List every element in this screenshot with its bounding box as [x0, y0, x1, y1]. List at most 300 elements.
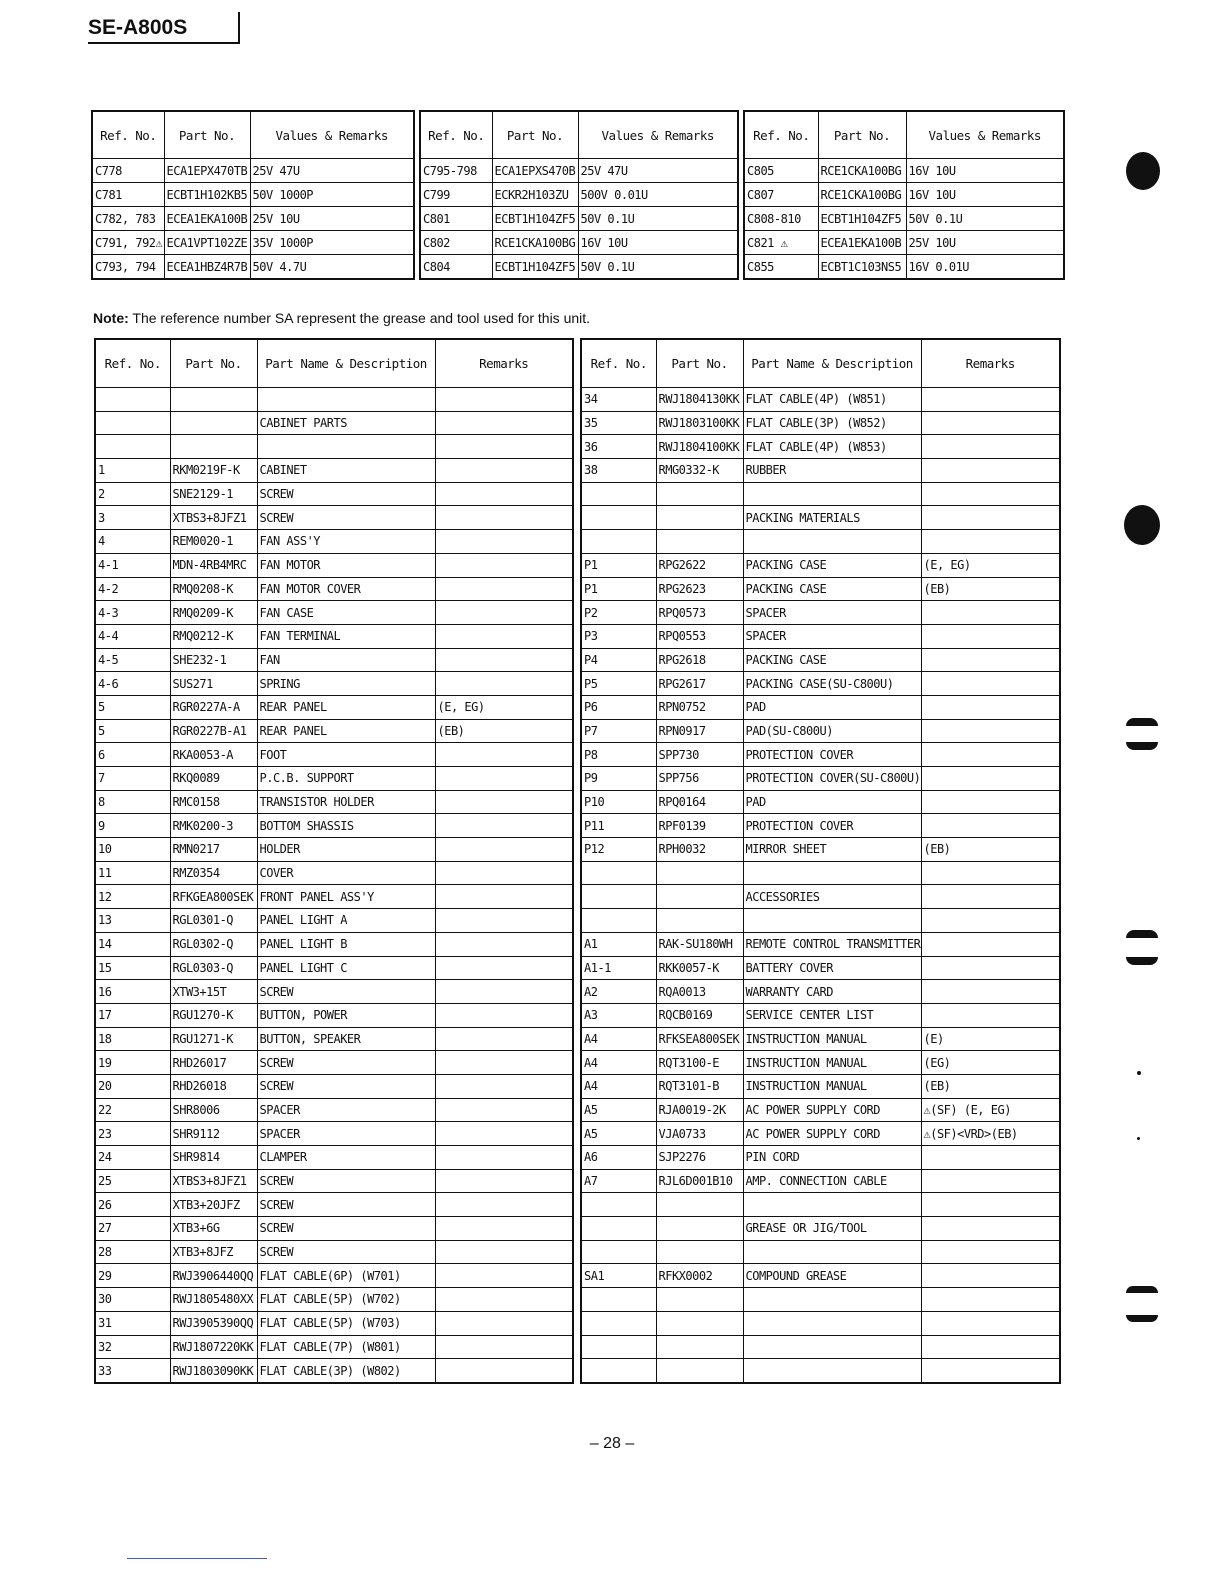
- part-no-cell: RWJ1807220KK: [170, 1335, 257, 1359]
- part-no-cell: RWJ1803100KK: [656, 411, 743, 435]
- ref-no-cell: 11: [95, 861, 170, 885]
- ref-no-cell: 22: [95, 1098, 170, 1122]
- part-name-cell: FOOT: [257, 743, 435, 767]
- part-name-cell: PAD(SU-C800U): [743, 719, 921, 743]
- ref-no-cell: 30: [95, 1288, 170, 1312]
- part-name-cell: PAD: [743, 695, 921, 719]
- part-name-cell: [743, 1335, 921, 1359]
- table-row: [95, 577, 573, 601]
- table-row: [95, 1288, 573, 1312]
- part-no-cell: XTBS3+8JFZ1: [170, 506, 257, 530]
- remarks-cell: [921, 482, 1060, 506]
- table-row: [420, 255, 738, 280]
- table-row: [92, 231, 414, 255]
- table-row: [92, 207, 414, 231]
- remarks-cell: [921, 861, 1060, 885]
- part-no-cell: ECBT1H104ZF5: [492, 255, 578, 280]
- remarks-cell: [435, 980, 573, 1004]
- part-no-cell: RMZ0354: [170, 861, 257, 885]
- part-no-cell: SUS271: [170, 672, 257, 696]
- ref-no-cell: 2: [95, 482, 170, 506]
- header-ref-no: Ref. No.: [744, 111, 818, 159]
- ref-no-cell: P10: [581, 790, 656, 814]
- values-remarks-cell: 50V 0.1U: [578, 207, 738, 231]
- table-row: [95, 743, 573, 767]
- table-row: [95, 790, 573, 814]
- ref-no-cell: C778: [92, 159, 164, 183]
- remarks-cell: (EB): [435, 719, 573, 743]
- remarks-cell: [921, 767, 1060, 791]
- ref-no-cell: A7: [581, 1169, 656, 1193]
- part-no-cell: SHR9112: [170, 1122, 257, 1146]
- remarks-cell: [435, 1193, 573, 1217]
- part-no-cell: RGU1271-K: [170, 1027, 257, 1051]
- remarks-cell: [435, 1003, 573, 1027]
- part-no-cell: [656, 885, 743, 909]
- table-row: [581, 1288, 1060, 1312]
- remarks-cell: [435, 909, 573, 933]
- part-name-cell: SCREW: [257, 1051, 435, 1075]
- part-no-cell: RWJ3905390QQ: [170, 1311, 257, 1335]
- note-label: Note:: [93, 310, 129, 326]
- part-name-cell: INSTRUCTION MANUAL: [743, 1027, 921, 1051]
- remarks-cell: [435, 1122, 573, 1146]
- ref-no-cell: [95, 411, 170, 435]
- table-row: [581, 909, 1060, 933]
- part-name-cell: SPACER: [257, 1098, 435, 1122]
- table-row: [744, 159, 1064, 183]
- remarks-cell: [435, 790, 573, 814]
- registration-mark: [1126, 930, 1158, 938]
- ref-no-cell: P4: [581, 648, 656, 672]
- binding-hole-mark: [1126, 152, 1160, 190]
- table-row: [581, 838, 1060, 862]
- remarks-cell: (EB): [921, 577, 1060, 601]
- ref-no-cell: A1-1: [581, 956, 656, 980]
- part-name-cell: [743, 1240, 921, 1264]
- ref-no-cell: C795-798: [420, 159, 492, 183]
- part-name-cell: SCREW: [257, 1193, 435, 1217]
- part-name-cell: SCREW: [257, 506, 435, 530]
- table-row: [581, 1169, 1060, 1193]
- part-name-cell: SERVICE CENTER LIST: [743, 1003, 921, 1027]
- remarks-cell: [921, 530, 1060, 554]
- remarks-cell: [921, 506, 1060, 530]
- part-no-cell: RMQ0208-K: [170, 577, 257, 601]
- ref-no-cell: 32: [95, 1335, 170, 1359]
- part-name-cell: CLAMPER: [257, 1146, 435, 1170]
- table-row: [95, 861, 573, 885]
- part-no-cell: RPG2618: [656, 648, 743, 672]
- remarks-cell: [435, 577, 573, 601]
- part-no-cell: [656, 1311, 743, 1335]
- remarks-cell: [921, 932, 1060, 956]
- remarks-cell: [435, 1240, 573, 1264]
- remarks-cell: [921, 435, 1060, 459]
- part-no-cell: RFKSEA800SEK: [656, 1027, 743, 1051]
- part-no-cell: RWJ3906440QQ: [170, 1264, 257, 1288]
- remarks-cell: [435, 624, 573, 648]
- ref-no-cell: 38: [581, 459, 656, 483]
- ref-no-cell: P11: [581, 814, 656, 838]
- part-no-cell: RWJ1804130KK: [656, 388, 743, 412]
- part-no-cell: [656, 1288, 743, 1312]
- ref-no-cell: P7: [581, 719, 656, 743]
- part-no-cell: RPG2617: [656, 672, 743, 696]
- part-no-cell: SHR9814: [170, 1146, 257, 1170]
- part-no-cell: RWJ1805480XX: [170, 1288, 257, 1312]
- ref-no-cell: 28: [95, 1240, 170, 1264]
- table-row: [581, 861, 1060, 885]
- values-remarks-cell: 25V 47U: [578, 159, 738, 183]
- table-row: [581, 1122, 1060, 1146]
- table-row: [581, 1146, 1060, 1170]
- part-no-cell: RPQ0164: [656, 790, 743, 814]
- values-remarks-cell: 50V 0.1U: [906, 207, 1064, 231]
- part-name-cell: AMP. CONNECTION CABLE: [743, 1169, 921, 1193]
- part-name-cell: INSTRUCTION MANUAL: [743, 1074, 921, 1098]
- table-row: [581, 1003, 1060, 1027]
- table-row: [95, 909, 573, 933]
- remarks-cell: [921, 672, 1060, 696]
- part-no-cell: RMN0217: [170, 838, 257, 862]
- remarks-cell: [435, 1074, 573, 1098]
- table-row: [95, 932, 573, 956]
- remarks-cell: [921, 956, 1060, 980]
- table-row: [95, 885, 573, 909]
- part-no-cell: [170, 435, 257, 459]
- part-name-cell: PROTECTION COVER: [743, 814, 921, 838]
- header-ref-no: Ref. No.: [95, 339, 170, 388]
- table-row: [581, 388, 1060, 412]
- ref-no-cell: [581, 1217, 656, 1241]
- ref-no-cell: C855: [744, 255, 818, 280]
- part-name-cell: GREASE OR JIG/TOOL: [743, 1217, 921, 1241]
- remarks-cell: [921, 1146, 1060, 1170]
- part-name-cell: [743, 1288, 921, 1312]
- table-row: [581, 601, 1060, 625]
- table-row: [581, 530, 1060, 554]
- header-values-remarks: Values & Remarks: [578, 111, 738, 159]
- ref-no-cell: 19: [95, 1051, 170, 1075]
- ref-no-cell: P8: [581, 743, 656, 767]
- part-no-cell: SHE232-1: [170, 648, 257, 672]
- table-header-row: [95, 339, 573, 388]
- part-name-cell: PACKING MATERIALS: [743, 506, 921, 530]
- part-no-cell: RJL6D001B10: [656, 1169, 743, 1193]
- table-row: [581, 956, 1060, 980]
- ref-no-cell: 36: [581, 435, 656, 459]
- remarks-cell: [921, 1240, 1060, 1264]
- table-row: [95, 1051, 573, 1075]
- part-no-cell: [170, 388, 257, 412]
- capacitor-table-right: [743, 110, 1065, 280]
- table-row: [95, 553, 573, 577]
- ref-no-cell: P1: [581, 553, 656, 577]
- ref-no-cell: 6: [95, 743, 170, 767]
- table-header-row: [92, 111, 414, 159]
- ref-no-cell: C799: [420, 183, 492, 207]
- parts-table-left: [94, 338, 574, 1384]
- part-name-cell: P.C.B. SUPPORT: [257, 767, 435, 791]
- table-row: [95, 1027, 573, 1051]
- part-name-cell: RUBBER: [743, 459, 921, 483]
- table-row: [581, 980, 1060, 1004]
- table-row: [581, 1074, 1060, 1098]
- part-name-cell: FLAT CABLE(3P) (W802): [257, 1359, 435, 1383]
- ref-no-cell: 12: [95, 885, 170, 909]
- part-no-cell: VJA0733: [656, 1122, 743, 1146]
- remarks-cell: [921, 1193, 1060, 1217]
- part-name-cell: FLAT CABLE(4P) (W851): [743, 388, 921, 412]
- remarks-cell: [921, 1169, 1060, 1193]
- ref-no-cell: C801: [420, 207, 492, 231]
- part-no-cell: SJP2276: [656, 1146, 743, 1170]
- part-name-cell: PACKING CASE: [743, 577, 921, 601]
- part-no-cell: RKK0057-K: [656, 956, 743, 980]
- table-row: [581, 1240, 1060, 1264]
- remarks-cell: [921, 885, 1060, 909]
- values-remarks-cell: 50V 0.1U: [578, 255, 738, 280]
- part-no-cell: RGR0227B-A1: [170, 719, 257, 743]
- remarks-cell: [921, 909, 1060, 933]
- part-no-cell: RPQ0553: [656, 624, 743, 648]
- remarks-cell: [435, 1098, 573, 1122]
- part-no-cell: ECA1VPT102ZE: [164, 231, 250, 255]
- part-name-cell: COMPOUND GREASE: [743, 1264, 921, 1288]
- part-no-cell: RPH0032: [656, 838, 743, 862]
- table-row: [95, 695, 573, 719]
- part-no-cell: RPF0139: [656, 814, 743, 838]
- ref-no-cell: C802: [420, 231, 492, 255]
- part-no-cell: XTB3+8JFZ: [170, 1240, 257, 1264]
- part-no-cell: RPN0752: [656, 695, 743, 719]
- table-header-row: [581, 339, 1060, 388]
- table-row: [581, 482, 1060, 506]
- table-header-row: [744, 111, 1064, 159]
- table-row: [92, 183, 414, 207]
- table-row: [95, 601, 573, 625]
- table-row: [95, 530, 573, 554]
- part-no-cell: RPG2623: [656, 577, 743, 601]
- ref-no-cell: SA1: [581, 1264, 656, 1288]
- remarks-cell: [435, 1359, 573, 1383]
- ref-no-cell: [581, 909, 656, 933]
- registration-mark: [1126, 957, 1158, 965]
- table-row: [95, 980, 573, 1004]
- header-part-no: Part No.: [164, 111, 250, 159]
- ref-no-cell: 24: [95, 1146, 170, 1170]
- remarks-cell: [921, 624, 1060, 648]
- table-row: [581, 648, 1060, 672]
- ref-no-cell: 8: [95, 790, 170, 814]
- table-row: [581, 1311, 1060, 1335]
- ref-no-cell: P1: [581, 577, 656, 601]
- table-row: [95, 814, 573, 838]
- table-row: [95, 624, 573, 648]
- table-row: [581, 1335, 1060, 1359]
- speck-mark: [1137, 1137, 1140, 1140]
- remarks-cell: [921, 388, 1060, 412]
- part-no-cell: RPG2622: [656, 553, 743, 577]
- remarks-cell: [435, 648, 573, 672]
- table-row: [581, 435, 1060, 459]
- part-name-cell: PROTECTION COVER(SU-C800U): [743, 767, 921, 791]
- table-row: [581, 1193, 1060, 1217]
- part-name-cell: SCREW: [257, 1074, 435, 1098]
- ref-no-cell: [581, 885, 656, 909]
- part-no-cell: [170, 411, 257, 435]
- ref-no-cell: 31: [95, 1311, 170, 1335]
- table-row: [95, 1335, 573, 1359]
- ref-no-cell: 25: [95, 1169, 170, 1193]
- remarks-cell: [921, 1359, 1060, 1383]
- table-row: [581, 672, 1060, 696]
- values-remarks-cell: 25V 47U: [250, 159, 414, 183]
- part-name-cell: FAN TERMINAL: [257, 624, 435, 648]
- part-no-cell: RGL0303-Q: [170, 956, 257, 980]
- table-row: [581, 695, 1060, 719]
- table-row: [581, 932, 1060, 956]
- part-name-cell: [743, 482, 921, 506]
- table-row: [581, 506, 1060, 530]
- part-name-cell: PAD: [743, 790, 921, 814]
- remarks-cell: [435, 1146, 573, 1170]
- ref-no-cell: 10: [95, 838, 170, 862]
- remarks-cell: [435, 482, 573, 506]
- part-no-cell: RGL0301-Q: [170, 909, 257, 933]
- part-no-cell: [656, 861, 743, 885]
- part-name-cell: CABINET: [257, 459, 435, 483]
- ref-no-cell: 27: [95, 1217, 170, 1241]
- part-no-cell: ECBT1H104ZF5: [818, 207, 906, 231]
- header-part-no: Part No.: [492, 111, 578, 159]
- part-name-cell: [743, 1359, 921, 1383]
- values-remarks-cell: 16V 0.01U: [906, 255, 1064, 280]
- table-row: [581, 1359, 1060, 1383]
- ref-no-cell: 5: [95, 719, 170, 743]
- part-name-cell: SCREW: [257, 1240, 435, 1264]
- capacitor-table-middle: [419, 110, 739, 280]
- ref-no-cell: [581, 1311, 656, 1335]
- part-name-cell: SCREW: [257, 1169, 435, 1193]
- header-remarks: Remarks: [921, 339, 1060, 388]
- part-name-cell: BUTTON, POWER: [257, 1003, 435, 1027]
- part-name-cell: FAN CASE: [257, 601, 435, 625]
- part-name-cell: FLAT CABLE(7P) (W801): [257, 1335, 435, 1359]
- part-no-cell: ECA1EPXS470B: [492, 159, 578, 183]
- values-remarks-cell: 500V 0.01U: [578, 183, 738, 207]
- ref-no-cell: C793, 794: [92, 255, 164, 280]
- ref-no-cell: [581, 1288, 656, 1312]
- ref-no-cell: [581, 1335, 656, 1359]
- ref-no-cell: A4: [581, 1074, 656, 1098]
- table-row: [95, 719, 573, 743]
- part-name-cell: BOTTOM SHASSIS: [257, 814, 435, 838]
- part-name-cell: FLAT CABLE(3P) (W852): [743, 411, 921, 435]
- ref-no-cell: [581, 482, 656, 506]
- ref-no-cell: 4-3: [95, 601, 170, 625]
- table-row: [95, 1074, 573, 1098]
- remarks-cell: [435, 1051, 573, 1075]
- part-no-cell: XTW3+15T: [170, 980, 257, 1004]
- ref-no-cell: A1: [581, 932, 656, 956]
- remarks-cell: [435, 1335, 573, 1359]
- part-name-cell: FLAT CABLE(5P) (W703): [257, 1311, 435, 1335]
- part-no-cell: [656, 506, 743, 530]
- part-name-cell: PACKING CASE(SU-C800U): [743, 672, 921, 696]
- part-name-cell: SPACER: [743, 624, 921, 648]
- ref-no-cell: C821 ⚠: [744, 231, 818, 255]
- ref-no-cell: C808-810: [744, 207, 818, 231]
- part-no-cell: [656, 1193, 743, 1217]
- ref-no-cell: P6: [581, 695, 656, 719]
- capacitor-table-left: [91, 110, 415, 280]
- header-values-remarks: Values & Remarks: [250, 111, 414, 159]
- table-row: [744, 255, 1064, 280]
- model-header: [88, 12, 240, 44]
- part-name-cell: REMOTE CONTROL TRANSMITTER: [743, 932, 921, 956]
- table-row: [581, 885, 1060, 909]
- table-row: [420, 231, 738, 255]
- ref-no-cell: 1: [95, 459, 170, 483]
- part-no-cell: RKM0219F-K: [170, 459, 257, 483]
- part-no-cell: RPN0917: [656, 719, 743, 743]
- remarks-cell: [435, 814, 573, 838]
- remarks-cell: [435, 1169, 573, 1193]
- ref-no-cell: 5: [95, 695, 170, 719]
- ref-no-cell: P9: [581, 767, 656, 791]
- header-part-name: Part Name & Description: [257, 339, 435, 388]
- ref-no-cell: A2: [581, 980, 656, 1004]
- remarks-cell: [435, 388, 573, 412]
- table-row: [744, 183, 1064, 207]
- part-name-cell: [257, 388, 435, 412]
- part-name-cell: MIRROR SHEET: [743, 838, 921, 862]
- ref-no-cell: A6: [581, 1146, 656, 1170]
- header-part-name: Part Name & Description: [743, 339, 921, 388]
- bottom-rule: [127, 1558, 267, 1559]
- table-row: [95, 1098, 573, 1122]
- ref-no-cell: A5: [581, 1098, 656, 1122]
- part-no-cell: ECEA1EKA100B: [818, 231, 906, 255]
- remarks-cell: [435, 1027, 573, 1051]
- table-row: [92, 159, 414, 183]
- ref-no-cell: A3: [581, 1003, 656, 1027]
- remarks-cell: [435, 506, 573, 530]
- part-name-cell: FAN: [257, 648, 435, 672]
- part-no-cell: RPQ0573: [656, 601, 743, 625]
- model-title: SE-A800S: [88, 16, 188, 39]
- table-row: [581, 814, 1060, 838]
- part-name-cell: COVER: [257, 861, 435, 885]
- values-remarks-cell: 25V 10U: [250, 207, 414, 231]
- part-name-cell: AC POWER SUPPLY CORD: [743, 1098, 921, 1122]
- part-name-cell: BUTTON, SPEAKER: [257, 1027, 435, 1051]
- remarks-cell: (E, EG): [921, 553, 1060, 577]
- table-row: [581, 1217, 1060, 1241]
- part-name-cell: PIN CORD: [743, 1146, 921, 1170]
- remarks-cell: [921, 790, 1060, 814]
- remarks-cell: [435, 885, 573, 909]
- ref-no-cell: [581, 1359, 656, 1383]
- part-name-cell: FLAT CABLE(6P) (W701): [257, 1264, 435, 1288]
- part-name-cell: ACCESSORIES: [743, 885, 921, 909]
- remarks-cell: (EG): [921, 1051, 1060, 1075]
- ref-no-cell: 4-1: [95, 553, 170, 577]
- remarks-cell: [921, 719, 1060, 743]
- part-no-cell: RMG0332-K: [656, 459, 743, 483]
